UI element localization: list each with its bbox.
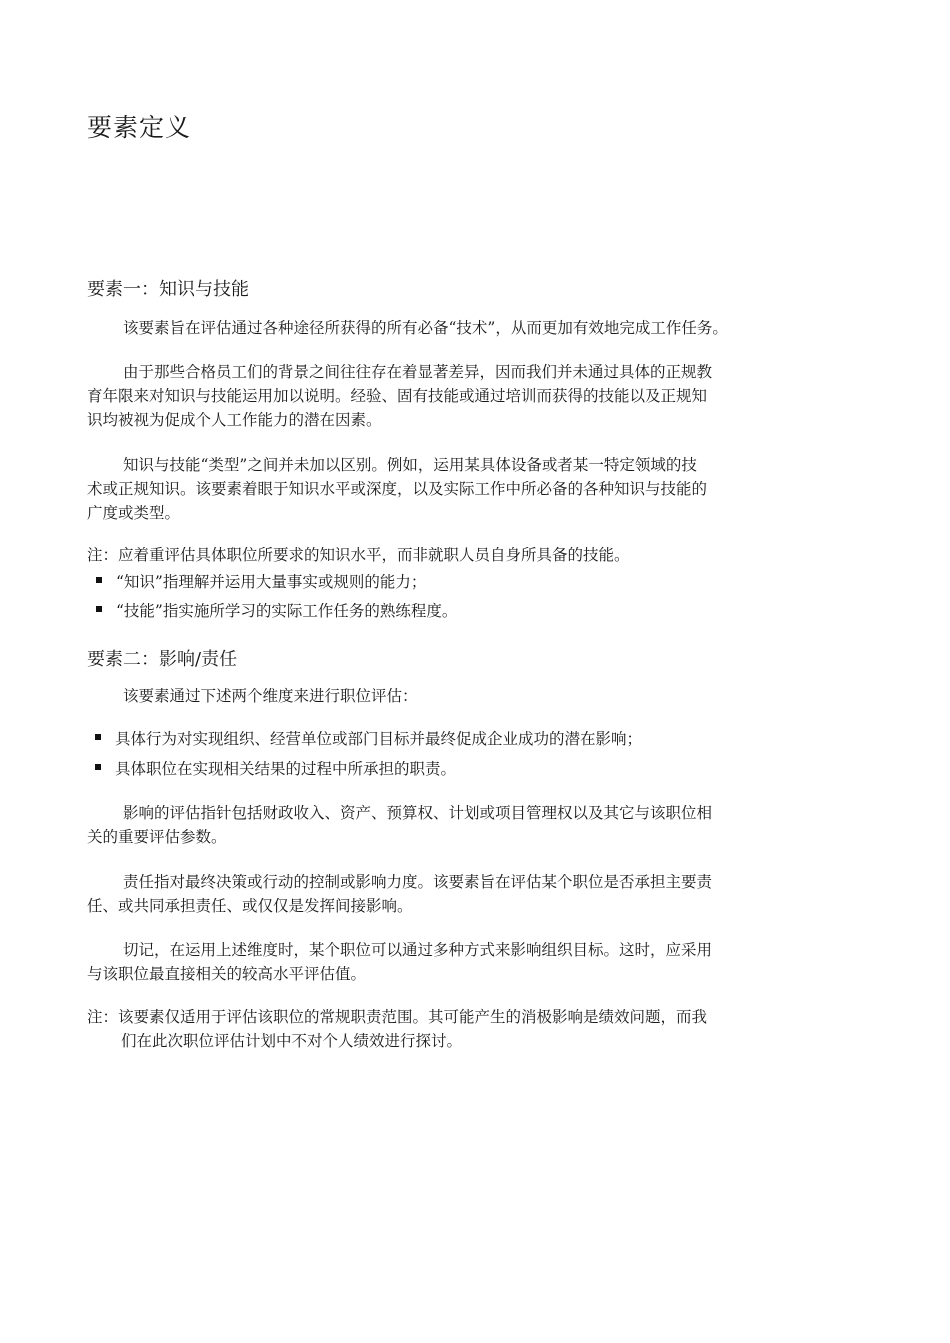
- bullet-icon: [95, 734, 101, 740]
- section1-p3-line1: 知识与技能“类型”之间并未加以区别。例如，运用某具体设备或者某一特定领域的技: [123, 456, 697, 474]
- document-title: 要素定义: [87, 113, 192, 142]
- section2-p2-line1: 责任指对最终决策或行动的控制或影响力度。该要素旨在评估某个职位是否承担主要责: [123, 873, 713, 891]
- bullet-icon: [96, 606, 102, 612]
- section1-p2-line2: 育年限来对知识与技能运用加以说明。经验、固有技能或通过培训而获得的技能以及正规知: [87, 387, 708, 405]
- section1-p3-line2: 术或正规知识。该要素着眼于知识水平或深度，以及实际工作中所必备的各种知识与技能的: [87, 480, 708, 498]
- section2-bullet-1: 具体行为对实现组织、经营单位或部门目标并最终促成企业成功的潜在影响；: [115, 730, 643, 748]
- section1-heading: 要素一：知识与技能: [87, 279, 249, 300]
- section1-p2-line1: 由于那些合格员工们的背景之间往往存在着显著差异，因而我们并未通过具体的正规教: [123, 363, 713, 381]
- section2-p1-line2: 关的重要评估参数。: [87, 828, 227, 846]
- bullet-icon: [95, 764, 101, 770]
- section2-intro: 该要素通过下述两个维度来进行职位评估：: [123, 687, 418, 705]
- section1-bullet-2: “技能”指实施所学习的实际工作任务的熟练程度。: [116, 602, 458, 620]
- section1-bullet-1: “知识”指理解并运用大量事实或规则的能力；: [116, 573, 427, 591]
- section1-p2-line3: 识均被视为促成个人工作能力的潜在因素。: [87, 411, 382, 429]
- section2-bullet-2: 具体职位在实现相关结果的过程中所承担的职责。: [115, 760, 457, 778]
- section2-p3-line2: 与该职位最直接相关的较高水平评估值。: [87, 965, 367, 983]
- section2-p2-line2: 任、或共同承担责任、或仅仅是发挥间接影响。: [87, 897, 413, 915]
- section2-note-line1: 注：该要素仅适用于评估该职位的常规职责范围。其可能产生的消极影响是绩效问题，而我: [87, 1008, 708, 1026]
- section2-p1-line1: 影响的评估指针包括财政收入、资产、预算权、计划或项目管理权以及其它与该职位相: [123, 804, 713, 822]
- section1-note: 注：应着重评估具体职位所要求的知识水平，而非就职人员自身所具备的技能。: [87, 546, 630, 564]
- section2-heading: 要素二：影响/责任: [87, 649, 238, 670]
- section2-note-line2: 们在此次职位评估计划中不对个人绩效进行探讨。: [121, 1032, 463, 1050]
- bullet-icon: [96, 577, 102, 583]
- section1-p1-line1: 该要素旨在评估通过各种途径所获得的所有必备“技术”，从而更加有效地完成工作任务。: [123, 319, 728, 337]
- section2-p3-line1: 切记，在运用上述维度时，某个职位可以通过多种方式来影响组织目标。这时，应采用: [123, 941, 713, 959]
- section1-p3-line3: 广度或类型。: [87, 504, 181, 522]
